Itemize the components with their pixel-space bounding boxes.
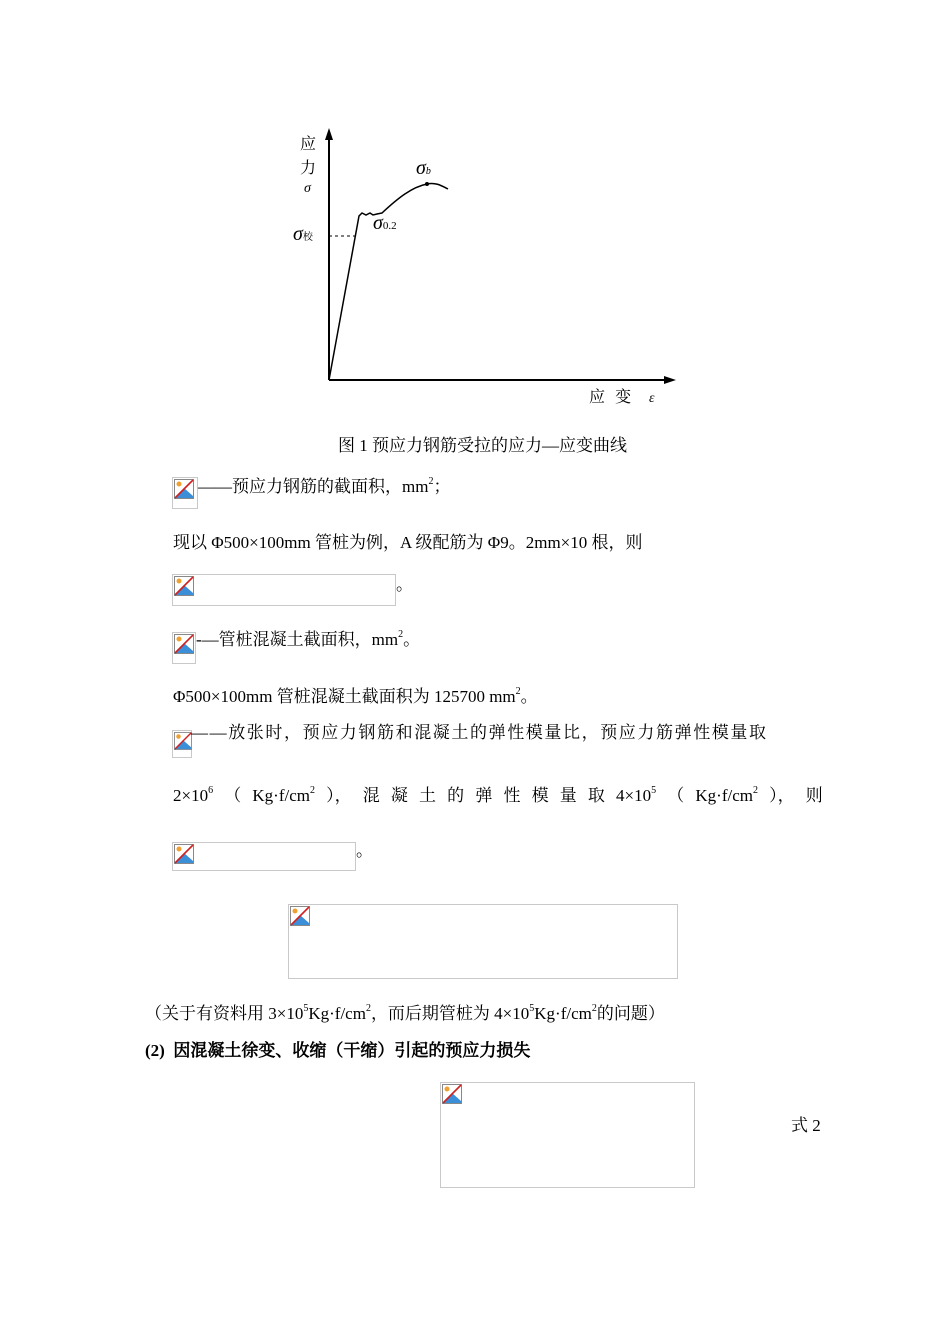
- char: 混: [362, 786, 380, 805]
- note-b: Kg·f/cm: [308, 1004, 366, 1023]
- line-modulus-values: [173, 785, 823, 807]
- concrete-value-sup: 2: [515, 686, 521, 698]
- concrete-value-text: Φ500×100mm 管桩混凝土截面积为 125700 mm: [173, 687, 516, 706]
- paren-open: （: [224, 786, 242, 805]
- steel-modulus-base: 2×10: [173, 786, 209, 805]
- note-b-sup: 2: [365, 1003, 371, 1015]
- unit-1-exp: 2: [309, 785, 315, 797]
- formula-image-placeholder: [172, 632, 196, 664]
- broken-image-icon: [174, 479, 194, 499]
- y-axis-arrow: [325, 128, 333, 140]
- steel-area-sup: 2: [428, 476, 434, 488]
- broken-image-icon: [174, 634, 194, 654]
- concrete-modulus: [616, 785, 656, 807]
- sigma-b-symbol: σ: [416, 157, 426, 179]
- broken-image-icon: [174, 576, 194, 596]
- char: 性: [503, 786, 521, 805]
- paren-open: （: [667, 786, 685, 805]
- char: 量: [559, 786, 577, 805]
- line-example: 现以 Φ500×100mm 管桩为例，A 级配筋为 Φ9。2mm×10 根，则: [173, 533, 643, 552]
- stress-strain-diagram: [280, 120, 690, 420]
- x-axis-arrow: [664, 376, 676, 384]
- stress-strain-figure: [280, 120, 690, 420]
- concrete-area-text: -—管桩混凝土截面积，mm: [196, 630, 399, 649]
- paren-close: ），: [326, 786, 352, 805]
- char: 的: [447, 786, 465, 805]
- note-c-sup: 5: [529, 1003, 535, 1015]
- unit-1: [252, 785, 315, 807]
- note-e: 的问题）: [596, 1004, 665, 1023]
- sigma-02-symbol: σ: [373, 212, 383, 234]
- steel-area-text: ——预应力钢筋的截面积，mm: [198, 477, 429, 496]
- note-c: ，而后期管桩为 4×10: [370, 1004, 530, 1023]
- unit-2-exp: 2: [752, 785, 758, 797]
- sigma-jiao-subscript: 校: [302, 232, 313, 243]
- char: 弹: [475, 786, 493, 805]
- char: 取: [587, 786, 605, 805]
- formula-image-placeholder: [172, 842, 356, 871]
- note-a-sup: 5: [303, 1003, 309, 1015]
- unit-1-text: Kg·f/cm: [252, 786, 310, 805]
- char: 模: [531, 786, 549, 805]
- note-line: [145, 1003, 665, 1025]
- steel-area-end: ；: [433, 477, 451, 496]
- char: 则: [805, 786, 823, 805]
- sigma-02-subscript: 0.2: [382, 220, 397, 232]
- formula-image-placeholder: [172, 574, 396, 606]
- section-heading: (2) 因混凝土徐变、收缩（干缩）引起的预应力损失: [145, 1041, 531, 1060]
- steel-modulus: [173, 785, 213, 807]
- sigma-b-subscript: b: [425, 166, 431, 177]
- note-d-sup: 2: [591, 1003, 597, 1015]
- paren-close: ），: [769, 786, 795, 805]
- line-3-end: 。: [396, 575, 413, 594]
- x-axis-label: 应 变: [589, 387, 632, 406]
- y-axis-symbol: σ: [304, 181, 311, 196]
- figure-caption: 图 1 预应力钢筋受拉的应力—应变曲线: [338, 436, 627, 455]
- broken-image-icon: [290, 906, 310, 926]
- broken-image-icon: [174, 844, 194, 864]
- x-axis-symbol: ε: [649, 391, 655, 406]
- formula-image-placeholder: [440, 1082, 695, 1188]
- note-a: （关于有资料用 3×10: [145, 1004, 304, 1023]
- broken-image-icon: [442, 1084, 462, 1104]
- char: 凝: [390, 786, 408, 805]
- line-8-end: 。: [356, 841, 373, 860]
- y-axis-label-mid: 力: [300, 158, 317, 177]
- unit-2-text: Kg·f/cm: [695, 786, 753, 805]
- line-concrete-value: [173, 686, 538, 708]
- sigma-02-label: [373, 212, 397, 237]
- concrete-modulus-exp: 5: [651, 785, 657, 797]
- formula-label: 式 2: [791, 1116, 821, 1135]
- sigma-jiao-label: [293, 223, 313, 249]
- sigma-jiao-symbol: σ: [293, 223, 303, 245]
- sigma-b-label: [416, 157, 431, 183]
- formula-image-placeholder: [172, 730, 192, 758]
- unit-2: [695, 785, 758, 807]
- char: 土: [419, 786, 437, 805]
- note-d: Kg·f/cm: [534, 1004, 592, 1023]
- steel-modulus-exp: 6: [208, 785, 214, 797]
- concrete-modulus-base: 4×10: [616, 786, 652, 805]
- concrete-value-end: 。: [520, 687, 538, 706]
- formula-image-placeholder: [172, 477, 198, 509]
- concrete-area-end: 。: [403, 630, 421, 649]
- broken-image-icon: [174, 732, 192, 750]
- formula-image-placeholder: [288, 904, 678, 979]
- line-modulus-ratio: ——放张时，预应力钢筋和混凝土的弹性模量比，预应力筋弹性模量取: [191, 723, 768, 742]
- concrete-area-sup: 2: [398, 629, 404, 641]
- line-steel-area: [198, 476, 450, 498]
- line-concrete-area: [196, 629, 420, 651]
- y-axis-label-top: 应: [300, 134, 317, 153]
